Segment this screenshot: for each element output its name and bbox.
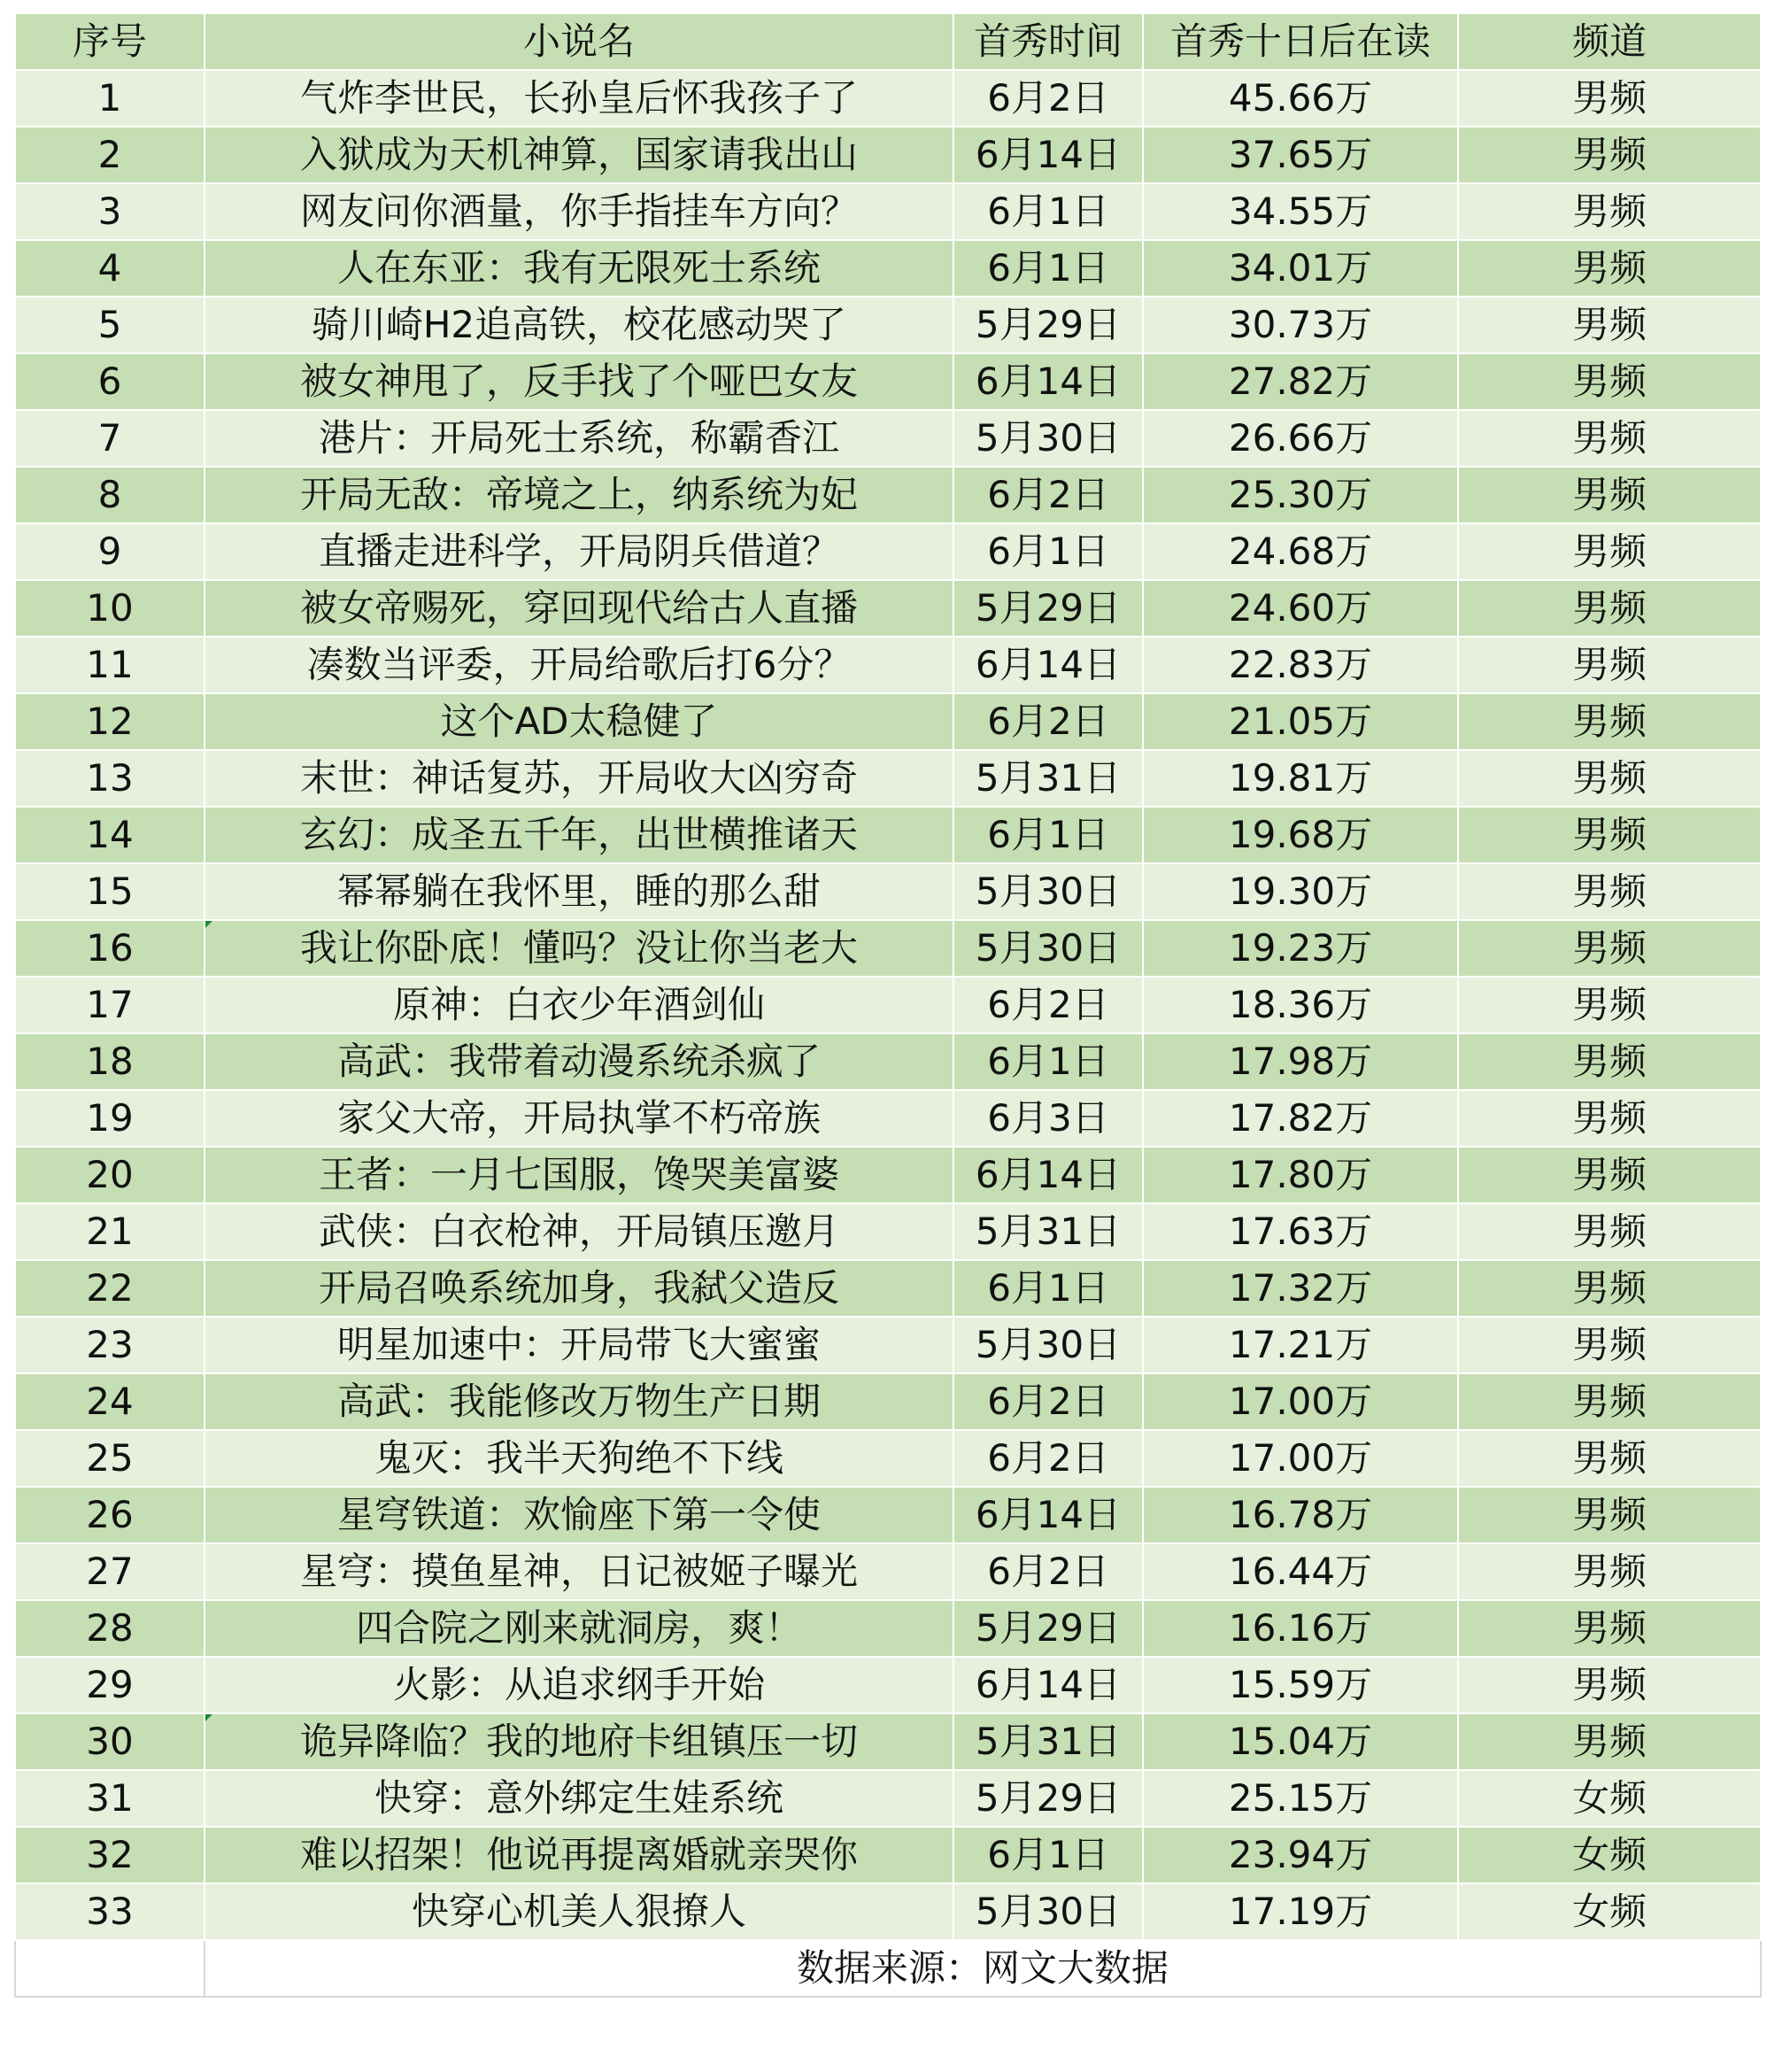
cell-index[interactable]: 27 — [15, 1543, 204, 1600]
cell-title[interactable]: 开局无敌：帝境之上，纳系统为妃 — [204, 467, 953, 523]
cell-channel[interactable]: 男频 — [1458, 410, 1761, 467]
cell-readers[interactable]: 19.30万 — [1143, 863, 1458, 920]
table-row — [15, 807, 1761, 863]
cell-channel[interactable]: 男频 — [1458, 1373, 1761, 1430]
cell-debut-date[interactable]: 6月2日 — [953, 1543, 1143, 1600]
cell-readers[interactable]: 26.66万 — [1143, 410, 1458, 467]
cell-debut-date[interactable]: 6月2日 — [953, 70, 1143, 127]
footer-row — [15, 1940, 1761, 1997]
cell-title[interactable]: 人在东亚：我有无限死士系统 — [204, 240, 953, 297]
cell-title[interactable]: 星穹铁道：欢愉座下第一令使 — [204, 1487, 953, 1543]
ranking-table — [14, 12, 1762, 1998]
cell-title[interactable]: 鬼灭：我半天狗绝不下线 — [204, 1430, 953, 1487]
cell-index[interactable]: 8 — [15, 467, 204, 523]
cell-readers[interactable]: 37.65万 — [1143, 127, 1458, 183]
cell-title[interactable]: 诡异降临？我的地府卡组镇压一切 — [204, 1713, 953, 1770]
cell-readers[interactable]: 17.80万 — [1143, 1147, 1458, 1203]
cell-channel[interactable]: 男频 — [1458, 353, 1761, 410]
cell-channel[interactable]: 男频 — [1458, 750, 1761, 807]
cell-title[interactable]: 原神：白衣少年酒剑仙 — [204, 977, 953, 1033]
cell-readers[interactable]: 30.73万 — [1143, 297, 1458, 353]
footer-empty-cell[interactable] — [15, 1940, 204, 1997]
header-cell-title[interactable]: 小说名 — [204, 13, 953, 70]
cell-channel[interactable]: 女频 — [1458, 1770, 1761, 1827]
cell-title[interactable]: 四合院之刚来就洞房，爽！ — [204, 1600, 953, 1657]
table-row — [15, 1033, 1761, 1090]
cell-channel[interactable]: 男频 — [1458, 1713, 1761, 1770]
cell-readers[interactable]: 17.82万 — [1143, 1090, 1458, 1147]
table-row — [15, 750, 1761, 807]
cell-readers[interactable]: 34.55万 — [1143, 183, 1458, 240]
table-row — [15, 1090, 1761, 1147]
cell-debut-date[interactable]: 5月29日 — [953, 1770, 1143, 1827]
cell-index[interactable]: 10 — [15, 580, 204, 637]
cell-readers[interactable]: 24.60万 — [1143, 580, 1458, 637]
table-row — [15, 977, 1761, 1033]
cell-index[interactable]: 6 — [15, 353, 204, 410]
cell-debut-date[interactable]: 5月29日 — [953, 1600, 1143, 1657]
cell-index[interactable]: 25 — [15, 1430, 204, 1487]
cell-title[interactable]: 快穿心机美人狠撩人 — [204, 1883, 953, 1940]
cell-title[interactable]: 网友问你酒量，你手指挂车方向？ — [204, 183, 953, 240]
cell-index[interactable]: 2 — [15, 127, 204, 183]
cell-readers[interactable]: 18.36万 — [1143, 977, 1458, 1033]
cell-index[interactable]: 30 — [15, 1713, 204, 1770]
cell-index[interactable]: 23 — [15, 1317, 204, 1373]
cell-index[interactable]: 31 — [15, 1770, 204, 1827]
cell-index[interactable]: 33 — [15, 1883, 204, 1940]
table-row — [15, 240, 1761, 297]
cell-channel[interactable]: 男频 — [1458, 240, 1761, 297]
cell-debut-date[interactable]: 5月30日 — [953, 1317, 1143, 1373]
cell-index[interactable]: 14 — [15, 807, 204, 863]
cell-readers[interactable]: 15.04万 — [1143, 1713, 1458, 1770]
cell-debut-date[interactable]: 6月14日 — [953, 127, 1143, 183]
cell-debut-date[interactable]: 5月30日 — [953, 410, 1143, 467]
cell-index[interactable]: 26 — [15, 1487, 204, 1543]
cell-debut-date[interactable]: 6月3日 — [953, 1090, 1143, 1147]
cell-title[interactable]: 直播走进科学，开局阴兵借道？ — [204, 523, 953, 580]
cell-channel[interactable]: 男频 — [1458, 1657, 1761, 1713]
cell-title[interactable]: 气炸李世民，长孙皇后怀我孩子了 — [204, 70, 953, 127]
cell-debut-date[interactable]: 6月1日 — [953, 1033, 1143, 1090]
cell-readers[interactable]: 16.44万 — [1143, 1543, 1458, 1600]
header-row — [15, 13, 1761, 70]
cell-title[interactable]: 幂幂躺在我怀里，睡的那么甜 — [204, 863, 953, 920]
table-row — [15, 183, 1761, 240]
cell-title[interactable]: 难以招架！他说再提离婚就亲哭你 — [204, 1827, 953, 1883]
cell-title[interactable]: 高武：我带着动漫系统杀疯了 — [204, 1033, 953, 1090]
cell-index[interactable]: 4 — [15, 240, 204, 297]
table-row — [15, 1373, 1761, 1430]
table-row — [15, 1827, 1761, 1883]
header-cell-channel[interactable]: 频道 — [1458, 13, 1761, 70]
cell-readers[interactable]: 27.82万 — [1143, 353, 1458, 410]
table-row — [15, 693, 1761, 750]
cell-title[interactable]: 快穿：意外绑定生娃系统 — [204, 1770, 953, 1827]
cell-title[interactable]: 开局召唤系统加身，我弑父造反 — [204, 1260, 953, 1317]
header-cell-index[interactable]: 序号 — [15, 13, 204, 70]
cell-readers[interactable]: 19.81万 — [1143, 750, 1458, 807]
table-row — [15, 1147, 1761, 1203]
cell-readers[interactable]: 17.98万 — [1143, 1033, 1458, 1090]
cell-debut-date[interactable]: 6月1日 — [953, 1827, 1143, 1883]
cell-readers[interactable]: 16.16万 — [1143, 1600, 1458, 1657]
cell-readers[interactable]: 17.21万 — [1143, 1317, 1458, 1373]
cell-debut-date[interactable]: 5月31日 — [953, 1203, 1143, 1260]
cell-debut-date[interactable]: 6月14日 — [953, 637, 1143, 693]
cell-title[interactable]: 凑数当评委，开局给歌后打6分？ — [204, 637, 953, 693]
cell-title[interactable]: 末世：神话复苏，开局收大凶穷奇 — [204, 750, 953, 807]
table-row — [15, 1713, 1761, 1770]
cell-readers[interactable]: 19.23万 — [1143, 920, 1458, 977]
cell-channel[interactable]: 男频 — [1458, 807, 1761, 863]
cell-channel[interactable]: 男频 — [1458, 127, 1761, 183]
table-row — [15, 70, 1761, 127]
cell-debut-date[interactable]: 5月31日 — [953, 750, 1143, 807]
cell-channel[interactable]: 男频 — [1458, 467, 1761, 523]
cell-channel[interactable]: 男频 — [1458, 693, 1761, 750]
cell-readers[interactable]: 19.68万 — [1143, 807, 1458, 863]
cell-channel[interactable]: 男频 — [1458, 1600, 1761, 1657]
cell-index[interactable]: 16 — [15, 920, 204, 977]
cell-debut-date[interactable]: 6月2日 — [953, 1373, 1143, 1430]
table-row — [15, 127, 1761, 183]
cell-debut-date[interactable]: 6月2日 — [953, 693, 1143, 750]
cell-channel[interactable]: 男频 — [1458, 1543, 1761, 1600]
cell-index[interactable]: 20 — [15, 1147, 204, 1203]
cell-debut-date[interactable]: 5月30日 — [953, 1883, 1143, 1940]
cell-debut-date[interactable]: 6月14日 — [953, 1487, 1143, 1543]
table-row — [15, 353, 1761, 410]
table-row — [15, 467, 1761, 523]
table-row — [15, 1883, 1761, 1940]
cell-index[interactable]: 22 — [15, 1260, 204, 1317]
cell-channel[interactable]: 女频 — [1458, 1827, 1761, 1883]
cell-debut-date[interactable]: 6月2日 — [953, 467, 1143, 523]
cell-title[interactable]: 港片：开局死士系统，称霸香江 — [204, 410, 953, 467]
header-cell-readers[interactable]: 首秀十日后在读 — [1143, 13, 1458, 70]
cell-debut-date[interactable]: 5月29日 — [953, 580, 1143, 637]
cell-readers[interactable]: 16.78万 — [1143, 1487, 1458, 1543]
cell-index[interactable]: 9 — [15, 523, 204, 580]
cell-title[interactable]: 我让你卧底！懂吗？没让你当老大 — [204, 920, 953, 977]
cell-channel[interactable]: 男频 — [1458, 183, 1761, 240]
cell-channel[interactable]: 男频 — [1458, 297, 1761, 353]
table-row — [15, 920, 1761, 977]
cell-channel[interactable]: 男频 — [1458, 70, 1761, 127]
table-row — [15, 1430, 1761, 1487]
cell-debut-date[interactable]: 5月30日 — [953, 920, 1143, 977]
table-row — [15, 1487, 1761, 1543]
cell-index[interactable]: 7 — [15, 410, 204, 467]
cell-title[interactable]: 骑川崎H2追高铁，校花感动哭了 — [204, 297, 953, 353]
table-row — [15, 580, 1761, 637]
cell-readers[interactable]: 22.83万 — [1143, 637, 1458, 693]
cell-index[interactable]: 29 — [15, 1657, 204, 1713]
table-row — [15, 1600, 1761, 1657]
cell-title[interactable]: 被女帝赐死，穿回现代给古人直播 — [204, 580, 953, 637]
cell-debut-date[interactable]: 6月2日 — [953, 977, 1143, 1033]
cell-index[interactable]: 13 — [15, 750, 204, 807]
cell-index[interactable]: 15 — [15, 863, 204, 920]
cell-debut-date[interactable]: 5月31日 — [953, 1713, 1143, 1770]
table-row — [15, 1203, 1761, 1260]
cell-channel[interactable]: 男频 — [1458, 1147, 1761, 1203]
cell-debut-date[interactable]: 6月14日 — [953, 1147, 1143, 1203]
cell-channel[interactable]: 男频 — [1458, 1260, 1761, 1317]
cell-index[interactable]: 24 — [15, 1373, 204, 1430]
cell-channel[interactable]: 男频 — [1458, 1430, 1761, 1487]
table-row — [15, 297, 1761, 353]
cell-readers[interactable]: 25.15万 — [1143, 1770, 1458, 1827]
cell-readers[interactable]: 45.66万 — [1143, 70, 1458, 127]
cell-debut-date[interactable]: 6月1日 — [953, 807, 1143, 863]
cell-channel[interactable]: 男频 — [1458, 977, 1761, 1033]
cell-index[interactable]: 32 — [15, 1827, 204, 1883]
data-source-note[interactable]: 数据来源：网文大数据 — [204, 1940, 1761, 1997]
cell-index[interactable]: 28 — [15, 1600, 204, 1657]
cell-title[interactable]: 星穹：摸鱼星神，日记被姬子曝光 — [204, 1543, 953, 1600]
cell-debut-date[interactable]: 5月29日 — [953, 297, 1143, 353]
cell-channel[interactable]: 男频 — [1458, 920, 1761, 977]
cell-index[interactable]: 5 — [15, 297, 204, 353]
cell-readers[interactable]: 17.00万 — [1143, 1430, 1458, 1487]
cell-channel[interactable]: 男频 — [1458, 1487, 1761, 1543]
table-row — [15, 637, 1761, 693]
cell-channel[interactable]: 男频 — [1458, 1033, 1761, 1090]
cell-debut-date[interactable]: 6月2日 — [953, 1430, 1143, 1487]
table-row — [15, 410, 1761, 467]
cell-title[interactable]: 王者：一月七国服，馋哭美富婆 — [204, 1147, 953, 1203]
cell-readers[interactable]: 25.30万 — [1143, 467, 1458, 523]
cell-readers[interactable]: 17.63万 — [1143, 1203, 1458, 1260]
table-row — [15, 1260, 1761, 1317]
cell-channel[interactable]: 男频 — [1458, 1317, 1761, 1373]
cell-readers[interactable]: 17.00万 — [1143, 1373, 1458, 1430]
cell-readers[interactable]: 34.01万 — [1143, 240, 1458, 297]
table-row — [15, 1543, 1761, 1600]
cell-readers[interactable]: 21.05万 — [1143, 693, 1458, 750]
cell-title[interactable]: 家父大帝，开局执掌不朽帝族 — [204, 1090, 953, 1147]
cell-title[interactable]: 武侠：白衣枪神，开局镇压邀月 — [204, 1203, 953, 1260]
cell-index[interactable]: 11 — [15, 637, 204, 693]
cell-index[interactable]: 17 — [15, 977, 204, 1033]
cell-index[interactable]: 3 — [15, 183, 204, 240]
header-cell-debut-date[interactable]: 首秀时间 — [953, 13, 1143, 70]
table-row — [15, 1770, 1761, 1827]
cell-readers[interactable]: 17.32万 — [1143, 1260, 1458, 1317]
cell-title[interactable]: 高武：我能修改万物生产日期 — [204, 1373, 953, 1430]
table-row — [15, 1657, 1761, 1713]
cell-channel[interactable]: 男频 — [1458, 1203, 1761, 1260]
cell-index[interactable]: 19 — [15, 1090, 204, 1147]
cell-debut-date[interactable]: 6月14日 — [953, 1657, 1143, 1713]
cell-title[interactable]: 这个AD太稳健了 — [204, 693, 953, 750]
cell-channel[interactable]: 男频 — [1458, 1090, 1761, 1147]
cell-title[interactable]: 火影：从追求纲手开始 — [204, 1657, 953, 1713]
table-body — [15, 13, 1761, 1997]
cell-debut-date[interactable]: 6月1日 — [953, 523, 1143, 580]
cell-readers[interactable]: 17.19万 — [1143, 1883, 1458, 1940]
cell-title[interactable]: 玄幻：成圣五千年，出世横推诸天 — [204, 807, 953, 863]
cell-readers[interactable]: 24.68万 — [1143, 523, 1458, 580]
cell-index[interactable]: 1 — [15, 70, 204, 127]
cell-debut-date[interactable]: 5月30日 — [953, 863, 1143, 920]
table-row — [15, 523, 1761, 580]
cell-title[interactable]: 被女神甩了，反手找了个哑巴女友 — [204, 353, 953, 410]
cell-channel[interactable]: 男频 — [1458, 523, 1761, 580]
table-row — [15, 1317, 1761, 1373]
cell-title[interactable]: 明星加速中：开局带飞大蜜蜜 — [204, 1317, 953, 1373]
cell-channel[interactable]: 女频 — [1458, 1883, 1761, 1940]
cell-debut-date[interactable]: 6月14日 — [953, 353, 1143, 410]
cell-index[interactable]: 21 — [15, 1203, 204, 1260]
cell-title[interactable]: 入狱成为天机神算，国家请我出山 — [204, 127, 953, 183]
cell-readers[interactable]: 15.59万 — [1143, 1657, 1458, 1713]
cell-channel[interactable]: 男频 — [1458, 580, 1761, 637]
cell-index[interactable]: 18 — [15, 1033, 204, 1090]
cell-readers[interactable]: 23.94万 — [1143, 1827, 1458, 1883]
cell-debut-date[interactable]: 6月1日 — [953, 240, 1143, 297]
cell-debut-date[interactable]: 6月1日 — [953, 183, 1143, 240]
cell-debut-date[interactable]: 6月1日 — [953, 1260, 1143, 1317]
table-row — [15, 863, 1761, 920]
cell-channel[interactable]: 男频 — [1458, 863, 1761, 920]
cell-index[interactable]: 12 — [15, 693, 204, 750]
cell-channel[interactable]: 男频 — [1458, 637, 1761, 693]
